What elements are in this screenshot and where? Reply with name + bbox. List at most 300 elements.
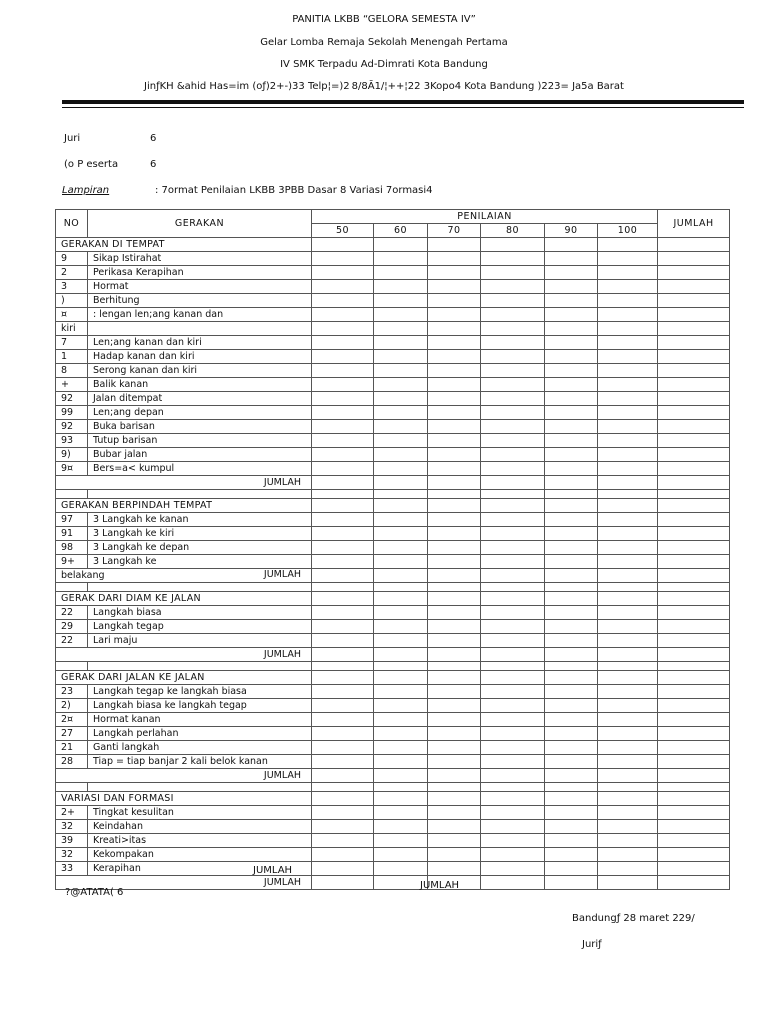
- score-cell[interactable]: [428, 252, 481, 266]
- score-cell[interactable]: [598, 685, 658, 699]
- score-cell[interactable]: [481, 848, 545, 862]
- score-cell[interactable]: [598, 392, 658, 406]
- score-cell[interactable]: [312, 266, 374, 280]
- score-cell[interactable]: [374, 266, 428, 280]
- score-cell[interactable]: [598, 606, 658, 620]
- score-cell[interactable]: [545, 769, 598, 783]
- score-cell[interactable]: [598, 699, 658, 713]
- score-cell[interactable]: [374, 499, 428, 513]
- score-cell[interactable]: [428, 713, 481, 727]
- score-cell[interactable]: [545, 499, 598, 513]
- score-cell[interactable]: [598, 834, 658, 848]
- score-cell[interactable]: [481, 266, 545, 280]
- score-cell[interactable]: [312, 685, 374, 699]
- score-cell[interactable]: [598, 420, 658, 434]
- score-cell[interactable]: [312, 336, 374, 350]
- score-cell[interactable]: [428, 476, 481, 490]
- score-cell[interactable]: [312, 308, 374, 322]
- score-cell[interactable]: [481, 876, 545, 890]
- score-cell[interactable]: [374, 406, 428, 420]
- score-cell[interactable]: [312, 727, 374, 741]
- score-cell[interactable]: [312, 294, 374, 308]
- row-total-cell[interactable]: [658, 648, 730, 662]
- score-cell[interactable]: [428, 727, 481, 741]
- score-cell[interactable]: [374, 834, 428, 848]
- score-cell[interactable]: [428, 322, 481, 336]
- row-total-cell[interactable]: [658, 820, 730, 834]
- score-cell[interactable]: [545, 755, 598, 769]
- score-cell[interactable]: [428, 634, 481, 648]
- row-total-cell[interactable]: [658, 741, 730, 755]
- score-cell[interactable]: [374, 862, 428, 876]
- score-cell[interactable]: [312, 569, 374, 583]
- score-cell[interactable]: [374, 671, 428, 685]
- score-cell[interactable]: [598, 513, 658, 527]
- score-cell[interactable]: [374, 434, 428, 448]
- score-cell[interactable]: [545, 513, 598, 527]
- score-cell[interactable]: [598, 238, 658, 252]
- score-cell[interactable]: [598, 634, 658, 648]
- score-cell[interactable]: [598, 820, 658, 834]
- row-total-cell[interactable]: [658, 755, 730, 769]
- score-cell[interactable]: [374, 527, 428, 541]
- row-total-cell[interactable]: [658, 294, 730, 308]
- score-cell[interactable]: [598, 527, 658, 541]
- row-total-cell[interactable]: [658, 685, 730, 699]
- score-cell[interactable]: [598, 434, 658, 448]
- row-total-cell[interactable]: [658, 834, 730, 848]
- score-cell[interactable]: [481, 792, 545, 806]
- score-cell[interactable]: [428, 378, 481, 392]
- score-cell[interactable]: [481, 434, 545, 448]
- score-cell[interactable]: [545, 238, 598, 252]
- score-cell[interactable]: [545, 634, 598, 648]
- score-cell[interactable]: [481, 727, 545, 741]
- score-cell[interactable]: [312, 350, 374, 364]
- score-cell[interactable]: [374, 238, 428, 252]
- score-cell[interactable]: [598, 364, 658, 378]
- row-total-cell[interactable]: [658, 448, 730, 462]
- score-cell[interactable]: [428, 792, 481, 806]
- row-total-cell[interactable]: [658, 513, 730, 527]
- row-total-cell[interactable]: [658, 569, 730, 583]
- score-cell[interactable]: [374, 555, 428, 569]
- score-cell[interactable]: [598, 476, 658, 490]
- score-cell[interactable]: [312, 238, 374, 252]
- score-cell[interactable]: [428, 350, 481, 364]
- score-cell[interactable]: [374, 322, 428, 336]
- score-cell[interactable]: [481, 862, 545, 876]
- score-cell[interactable]: [428, 620, 481, 634]
- score-cell[interactable]: [374, 606, 428, 620]
- score-cell[interactable]: [598, 876, 658, 890]
- score-cell[interactable]: [312, 364, 374, 378]
- score-cell[interactable]: [374, 420, 428, 434]
- row-total-cell[interactable]: [658, 378, 730, 392]
- score-cell[interactable]: [428, 806, 481, 820]
- score-cell[interactable]: [428, 266, 481, 280]
- row-total-cell[interactable]: [658, 336, 730, 350]
- score-cell[interactable]: [374, 350, 428, 364]
- score-cell[interactable]: [545, 862, 598, 876]
- score-cell[interactable]: [481, 420, 545, 434]
- score-cell[interactable]: [481, 378, 545, 392]
- score-cell[interactable]: [598, 350, 658, 364]
- score-cell[interactable]: [545, 648, 598, 662]
- score-cell[interactable]: [545, 876, 598, 890]
- score-cell[interactable]: [312, 476, 374, 490]
- score-cell[interactable]: [481, 294, 545, 308]
- score-cell[interactable]: [374, 308, 428, 322]
- row-total-cell[interactable]: [658, 527, 730, 541]
- score-cell[interactable]: [428, 769, 481, 783]
- score-cell[interactable]: [312, 834, 374, 848]
- row-total-cell[interactable]: [658, 280, 730, 294]
- score-cell[interactable]: [545, 462, 598, 476]
- score-cell[interactable]: [428, 462, 481, 476]
- row-total-cell[interactable]: [658, 266, 730, 280]
- score-cell[interactable]: [545, 420, 598, 434]
- score-cell[interactable]: [374, 727, 428, 741]
- row-total-cell[interactable]: [658, 606, 730, 620]
- score-cell[interactable]: [481, 755, 545, 769]
- row-total-cell[interactable]: [658, 769, 730, 783]
- row-total-cell[interactable]: [658, 671, 730, 685]
- score-cell[interactable]: [481, 252, 545, 266]
- score-cell[interactable]: [481, 685, 545, 699]
- score-cell[interactable]: [545, 252, 598, 266]
- score-cell[interactable]: [598, 336, 658, 350]
- score-cell[interactable]: [545, 592, 598, 606]
- score-cell[interactable]: [428, 499, 481, 513]
- score-cell[interactable]: [428, 406, 481, 420]
- score-cell[interactable]: [545, 392, 598, 406]
- score-cell[interactable]: [545, 378, 598, 392]
- row-total-cell[interactable]: [658, 462, 730, 476]
- score-cell[interactable]: [428, 755, 481, 769]
- score-cell[interactable]: [312, 606, 374, 620]
- score-cell[interactable]: [312, 876, 374, 890]
- row-total-cell[interactable]: [658, 499, 730, 513]
- row-total-cell[interactable]: [658, 555, 730, 569]
- score-cell[interactable]: [598, 569, 658, 583]
- score-cell[interactable]: [428, 820, 481, 834]
- row-total-cell[interactable]: [658, 476, 730, 490]
- row-total-cell[interactable]: [658, 238, 730, 252]
- score-cell[interactable]: [481, 462, 545, 476]
- row-total-cell[interactable]: [658, 792, 730, 806]
- score-cell[interactable]: [545, 792, 598, 806]
- score-cell[interactable]: [312, 671, 374, 685]
- score-cell[interactable]: [481, 336, 545, 350]
- score-cell[interactable]: [428, 364, 481, 378]
- score-cell[interactable]: [545, 713, 598, 727]
- score-cell[interactable]: [481, 713, 545, 727]
- score-cell[interactable]: [428, 671, 481, 685]
- score-cell[interactable]: [312, 280, 374, 294]
- score-cell[interactable]: [545, 448, 598, 462]
- score-cell[interactable]: [374, 392, 428, 406]
- score-cell[interactable]: [481, 499, 545, 513]
- score-cell[interactable]: [312, 648, 374, 662]
- score-cell[interactable]: [428, 862, 481, 876]
- score-cell[interactable]: [312, 741, 374, 755]
- score-cell[interactable]: [312, 513, 374, 527]
- score-cell[interactable]: [428, 685, 481, 699]
- score-cell[interactable]: [428, 420, 481, 434]
- score-cell[interactable]: [481, 541, 545, 555]
- score-cell[interactable]: [545, 834, 598, 848]
- score-cell[interactable]: [481, 699, 545, 713]
- score-cell[interactable]: [312, 406, 374, 420]
- row-total-cell[interactable]: [658, 434, 730, 448]
- score-cell[interactable]: [312, 620, 374, 634]
- score-cell[interactable]: [428, 294, 481, 308]
- score-cell[interactable]: [428, 280, 481, 294]
- score-cell[interactable]: [312, 499, 374, 513]
- score-cell[interactable]: [598, 620, 658, 634]
- row-total-cell[interactable]: [658, 634, 730, 648]
- score-cell[interactable]: [374, 820, 428, 834]
- row-total-cell[interactable]: [658, 252, 730, 266]
- score-cell[interactable]: [598, 499, 658, 513]
- score-cell[interactable]: [545, 569, 598, 583]
- score-cell[interactable]: [428, 392, 481, 406]
- score-cell[interactable]: [312, 634, 374, 648]
- score-cell[interactable]: [374, 592, 428, 606]
- row-total-cell[interactable]: [658, 713, 730, 727]
- score-cell[interactable]: [428, 336, 481, 350]
- score-cell[interactable]: [312, 820, 374, 834]
- score-cell[interactable]: [598, 848, 658, 862]
- score-cell[interactable]: [374, 741, 428, 755]
- row-total-cell[interactable]: [658, 727, 730, 741]
- score-cell[interactable]: [428, 741, 481, 755]
- score-cell[interactable]: [312, 448, 374, 462]
- score-cell[interactable]: [481, 527, 545, 541]
- score-cell[interactable]: [312, 555, 374, 569]
- score-cell[interactable]: [545, 671, 598, 685]
- score-cell[interactable]: [598, 806, 658, 820]
- row-total-cell[interactable]: [658, 620, 730, 634]
- score-cell[interactable]: [481, 308, 545, 322]
- score-cell[interactable]: [374, 569, 428, 583]
- row-total-cell[interactable]: [658, 420, 730, 434]
- score-cell[interactable]: [598, 308, 658, 322]
- score-cell[interactable]: [545, 527, 598, 541]
- score-cell[interactable]: [598, 648, 658, 662]
- score-cell[interactable]: [598, 741, 658, 755]
- score-cell[interactable]: [598, 555, 658, 569]
- score-cell[interactable]: [312, 434, 374, 448]
- score-cell[interactable]: [374, 648, 428, 662]
- score-cell[interactable]: [312, 848, 374, 862]
- score-cell[interactable]: [428, 569, 481, 583]
- score-cell[interactable]: [374, 769, 428, 783]
- score-cell[interactable]: [312, 713, 374, 727]
- score-cell[interactable]: [428, 834, 481, 848]
- score-cell[interactable]: [428, 648, 481, 662]
- score-cell[interactable]: [598, 592, 658, 606]
- score-cell[interactable]: [545, 541, 598, 555]
- score-cell[interactable]: [312, 755, 374, 769]
- score-cell[interactable]: [374, 364, 428, 378]
- score-cell[interactable]: [374, 541, 428, 555]
- score-cell[interactable]: [545, 555, 598, 569]
- score-cell[interactable]: [598, 280, 658, 294]
- score-cell[interactable]: [374, 848, 428, 862]
- score-cell[interactable]: [374, 513, 428, 527]
- score-cell[interactable]: [598, 266, 658, 280]
- row-total-cell[interactable]: [658, 806, 730, 820]
- score-cell[interactable]: [598, 252, 658, 266]
- score-cell[interactable]: [428, 308, 481, 322]
- score-cell[interactable]: [428, 513, 481, 527]
- score-cell[interactable]: [598, 792, 658, 806]
- score-cell[interactable]: [545, 685, 598, 699]
- score-cell[interactable]: [428, 541, 481, 555]
- score-cell[interactable]: [374, 685, 428, 699]
- score-cell[interactable]: [545, 266, 598, 280]
- score-cell[interactable]: [545, 476, 598, 490]
- score-cell[interactable]: [481, 634, 545, 648]
- score-cell[interactable]: [312, 392, 374, 406]
- row-total-cell[interactable]: [658, 848, 730, 862]
- score-cell[interactable]: [481, 406, 545, 420]
- score-cell[interactable]: [312, 769, 374, 783]
- row-total-cell[interactable]: [658, 876, 730, 890]
- score-cell[interactable]: [428, 699, 481, 713]
- score-cell[interactable]: [545, 350, 598, 364]
- score-cell[interactable]: [374, 634, 428, 648]
- score-cell[interactable]: [598, 727, 658, 741]
- score-cell[interactable]: [374, 448, 428, 462]
- score-cell[interactable]: [598, 448, 658, 462]
- score-cell[interactable]: [312, 322, 374, 336]
- score-cell[interactable]: [312, 462, 374, 476]
- score-cell[interactable]: [428, 848, 481, 862]
- score-cell[interactable]: [545, 848, 598, 862]
- score-cell[interactable]: [312, 541, 374, 555]
- score-cell[interactable]: [481, 592, 545, 606]
- score-cell[interactable]: [428, 434, 481, 448]
- score-cell[interactable]: [481, 513, 545, 527]
- score-cell[interactable]: [598, 713, 658, 727]
- score-cell[interactable]: [428, 238, 481, 252]
- score-cell[interactable]: [374, 252, 428, 266]
- score-cell[interactable]: [481, 620, 545, 634]
- score-cell[interactable]: [598, 862, 658, 876]
- score-cell[interactable]: [481, 350, 545, 364]
- score-cell[interactable]: [312, 699, 374, 713]
- score-cell[interactable]: [374, 378, 428, 392]
- score-cell[interactable]: [374, 620, 428, 634]
- score-cell[interactable]: [545, 280, 598, 294]
- score-cell[interactable]: [428, 555, 481, 569]
- score-cell[interactable]: [481, 769, 545, 783]
- score-cell[interactable]: [598, 294, 658, 308]
- row-total-cell[interactable]: [658, 541, 730, 555]
- score-cell[interactable]: [598, 462, 658, 476]
- row-total-cell[interactable]: [658, 862, 730, 876]
- score-cell[interactable]: [545, 820, 598, 834]
- score-cell[interactable]: [545, 406, 598, 420]
- score-cell[interactable]: [481, 569, 545, 583]
- score-cell[interactable]: [374, 755, 428, 769]
- row-total-cell[interactable]: [658, 308, 730, 322]
- score-cell[interactable]: [481, 648, 545, 662]
- score-cell[interactable]: [545, 308, 598, 322]
- score-cell[interactable]: [481, 476, 545, 490]
- score-cell[interactable]: [481, 448, 545, 462]
- score-cell[interactable]: [598, 406, 658, 420]
- score-cell[interactable]: [374, 336, 428, 350]
- score-cell[interactable]: [481, 392, 545, 406]
- score-cell[interactable]: [545, 699, 598, 713]
- score-cell[interactable]: [312, 592, 374, 606]
- row-total-cell[interactable]: [658, 364, 730, 378]
- score-cell[interactable]: [312, 252, 374, 266]
- score-cell[interactable]: [312, 420, 374, 434]
- score-cell[interactable]: [545, 364, 598, 378]
- row-total-cell[interactable]: [658, 406, 730, 420]
- score-cell[interactable]: [312, 527, 374, 541]
- score-cell[interactable]: [374, 699, 428, 713]
- score-cell[interactable]: [598, 541, 658, 555]
- score-cell[interactable]: [598, 322, 658, 336]
- score-cell[interactable]: [545, 294, 598, 308]
- score-cell[interactable]: [545, 727, 598, 741]
- score-cell[interactable]: [598, 671, 658, 685]
- score-cell[interactable]: [428, 592, 481, 606]
- row-total-cell[interactable]: [658, 350, 730, 364]
- score-cell[interactable]: [374, 476, 428, 490]
- score-cell[interactable]: [481, 238, 545, 252]
- score-cell[interactable]: [481, 834, 545, 848]
- score-cell[interactable]: [428, 527, 481, 541]
- score-cell[interactable]: [545, 322, 598, 336]
- score-cell[interactable]: [374, 462, 428, 476]
- score-cell[interactable]: [481, 671, 545, 685]
- score-cell[interactable]: [428, 606, 481, 620]
- score-cell[interactable]: [598, 769, 658, 783]
- score-cell[interactable]: [598, 378, 658, 392]
- score-cell[interactable]: [481, 741, 545, 755]
- score-cell[interactable]: [428, 448, 481, 462]
- row-total-cell[interactable]: [658, 592, 730, 606]
- score-cell[interactable]: [481, 322, 545, 336]
- score-cell[interactable]: [374, 806, 428, 820]
- score-cell[interactable]: [312, 378, 374, 392]
- score-cell[interactable]: [312, 792, 374, 806]
- score-cell[interactable]: [481, 820, 545, 834]
- score-cell[interactable]: [481, 364, 545, 378]
- score-cell[interactable]: [545, 606, 598, 620]
- score-cell[interactable]: [374, 280, 428, 294]
- score-cell[interactable]: [545, 741, 598, 755]
- score-cell[interactable]: [545, 620, 598, 634]
- score-cell[interactable]: [481, 555, 545, 569]
- score-cell[interactable]: [312, 862, 374, 876]
- score-cell[interactable]: [312, 806, 374, 820]
- score-cell[interactable]: [545, 806, 598, 820]
- score-cell[interactable]: [374, 294, 428, 308]
- score-cell[interactable]: [545, 336, 598, 350]
- score-cell[interactable]: [481, 606, 545, 620]
- row-total-cell[interactable]: [658, 322, 730, 336]
- score-cell[interactable]: [374, 713, 428, 727]
- row-total-cell[interactable]: [658, 392, 730, 406]
